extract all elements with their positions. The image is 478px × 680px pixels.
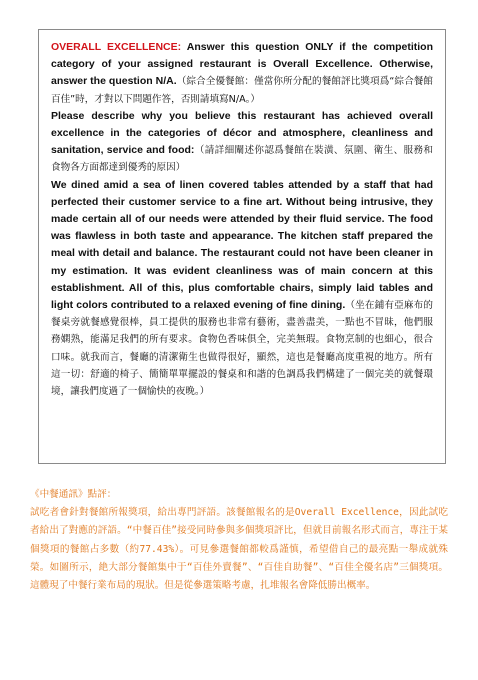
- review-comment: [30, 486, 448, 595]
- answer-paragraph: [51, 177, 433, 401]
- comment-body: 試吃者會針對餐館所報獎項，給出專門評語。該餐館報名的是Overall Excellence，因此試吃者給出了對應的評語。“中餐百佳”接受同時參與多個獎項評比，但就目前報名形式而言，專注于某個獎項的餐館占多數（約77.43%）。可見參選餐館都較爲謹慎，希望借自己的最亮點一舉成就殊榮。如圖所示，絶大部分餐館集中于“百佳外賣餐”、“百佳自助餐”、“百佳全優名店”三個獎項。這體現了中餐行業布局的現狀。但是從參選策略考慮，扎堆報名會降低勝出概率。: [30, 507, 448, 592]
- comment-heading: 《中餐通訊》點評：: [30, 489, 117, 500]
- prompt-text: Please describe why you believe this restaurant has achieved overall excellence in the categories of décor and atmosphere, cleanliness and sanitation, service and food:: [51, 109, 433, 157]
- prompt-translation: （請詳細闡述你認爲餐館在裝潢、氛圍、衛生、服務和食物各方面都達到優秀的原因）: [51, 145, 433, 174]
- answer-text: We dined amid a sea of linen covered tables attended by a staff that had perfected their customer service to a fine art. Without being intrusive, they made certain all of our needs were attended by their fluid service. The food was flawless in both taste and appearance. The kitchen staff prepared the meal with detail and balance. The restaurant could not have been cleaner in my estimation. It was evident cleanliness was of main concern at this establishment. All of this, plus comfortable chairs, simply laid tables and light colors contributed to a relaxed evening of fine dining.: [51, 178, 433, 312]
- answer-translation: （坐在鋪有亞麻布的餐桌旁就餐感覺很棒，員工提供的服務也非常有藝術，盡善盡美，一點也不冒昧，他們服務嫻熟，能滿足我們的所有要求。食物色香味俱全，完美無瑕。食物烹制的也細心，很合口味。就我而言，餐廳的清潔衛生也做得很好，顯然，這也是餐廳高度重視的地方。所有這一切：舒適的椅子、簡簡單單擺設的餐桌和和諧的色調爲我們構建了一個完美的就餐環境，讓我們度過了一個愉快的夜晚。）: [51, 300, 434, 398]
- question-label: OVERALL EXCELLENCE:: [51, 41, 182, 53]
- question-box: [38, 29, 446, 464]
- question-translation: （綜合全優餐館：僅當你所分配的餐館評比獎項爲“綜合餐館百佳”時，才對以下問題作答，否則請填寫N/A。）: [51, 76, 433, 105]
- question-text: Answer this question ONLY if the competition category of your assigned restaurant is Overall Excellence. Otherwise, answer the question N/A.: [51, 41, 433, 88]
- question-paragraph: [51, 39, 433, 108]
- prompt-paragraph: [51, 108, 433, 177]
